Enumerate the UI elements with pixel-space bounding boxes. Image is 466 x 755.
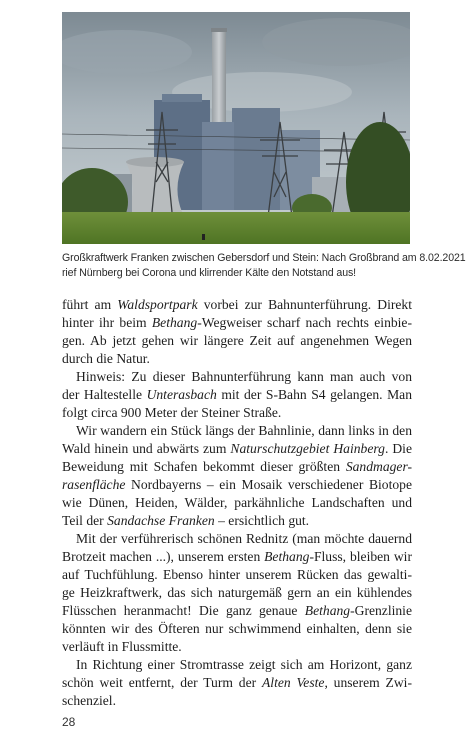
- emphasis: Bethang: [151, 315, 198, 330]
- emphasis: Unterasbach: [146, 387, 217, 402]
- text-line: Flüsschen heranmacht! Die ganz genaue Bethang-Grenzlinie: [62, 603, 412, 618]
- emphasis: Sandachse Franken: [107, 513, 215, 528]
- text-line: gen. Ab jetzt gehen wir längere Zeit auf angenehmen Wegen: [62, 333, 412, 348]
- text-line: Brotzeit machen ...), unserem ersten Bethang-Fluss, bleiben wir: [62, 549, 412, 564]
- caption-line: Großkraftwerk Franken zwischen Gebersdorf und Stein: Nach Großbrand am 8.02.2021: [62, 252, 466, 264]
- body-text: [62, 296, 412, 710]
- text-line: schenziel.: [62, 693, 116, 708]
- power-plant-photo: [62, 12, 410, 244]
- text-line: schön weit entfernt, der Turm der Alten Veste, unserem Zwi-: [62, 675, 412, 690]
- emphasis: rasenfläche: [62, 477, 126, 492]
- text-line: Wir wandern ein Stück längs der Bahnlinie, dann links in den: [76, 423, 412, 438]
- emphasis: Waldsportpark: [117, 297, 198, 312]
- emphasis: Alten Veste: [261, 675, 325, 690]
- caption-line: rief Nürnberg bei Corona und klirrender Kälte den Notstand aus!: [62, 267, 357, 279]
- emphasis: Naturschutzgebiet Hainberg: [230, 441, 385, 456]
- text-line: Wald hinein und abwärts zum Naturschutzgebiet Hainberg. Die: [62, 441, 412, 456]
- text-line: Teil der Sandachse Franken – ersichtlich gut.: [62, 513, 310, 528]
- emphasis: Bethang: [304, 603, 351, 618]
- text-line: ge Heizkraftwerk, das sich naturgemäß gern an ein kühlendes: [62, 585, 412, 600]
- paragraph: [62, 530, 412, 656]
- page-number: 28: [62, 715, 76, 729]
- emphasis: Bethang: [264, 549, 310, 564]
- text-line: der Haltestelle Unterasbach mit der S-Bahn S4 gelangen. Man: [62, 387, 412, 402]
- paragraph: [62, 368, 412, 422]
- text-line: durch die Natur.: [62, 351, 150, 366]
- text-line: rasenfläche Nordbayerns – ein Mosaik verschiedener Biotope: [62, 477, 412, 492]
- text-line: folgt circa 900 Meter der Steiner Straße.: [62, 405, 282, 420]
- text-line: hinter ihr beim Bethang-Wegweiser scharf nach rechts einbie-: [62, 315, 412, 330]
- paragraph: [62, 422, 412, 530]
- text-line: könnten wir des Öfteren nur schwimmend einhalten, denn sie: [62, 621, 412, 636]
- emphasis: Sandmager-: [345, 459, 412, 474]
- text-line: verläuft in Flussmitte.: [62, 639, 182, 654]
- text-line: auf Tuchfühlung. Ebenso hinter unserem Rücken das gewalti-: [62, 567, 412, 582]
- paragraph: [62, 656, 412, 710]
- text-line: Beweidung mit Schafen bekommt dieser größten Sandmager-: [62, 459, 412, 474]
- text-line: führt am Waldsportpark vorbei zur Bahnunterführung. Direkt: [62, 297, 412, 312]
- text-line: In Richtung einer Stromtrasse zeigt sich am Horizont, ganz: [76, 657, 412, 672]
- photo-caption: [62, 251, 466, 281]
- text-line: wie Dünen, Heiden, Wälder, parkähnliche Landschaften und: [62, 495, 412, 510]
- paragraph: [62, 296, 412, 368]
- text-line: Mit der verführerisch schönen Rednitz (man möchte dauernd: [76, 531, 412, 546]
- text-line: Hinweis: Zu dieser Bahnunterführung kann man auch von: [76, 369, 412, 384]
